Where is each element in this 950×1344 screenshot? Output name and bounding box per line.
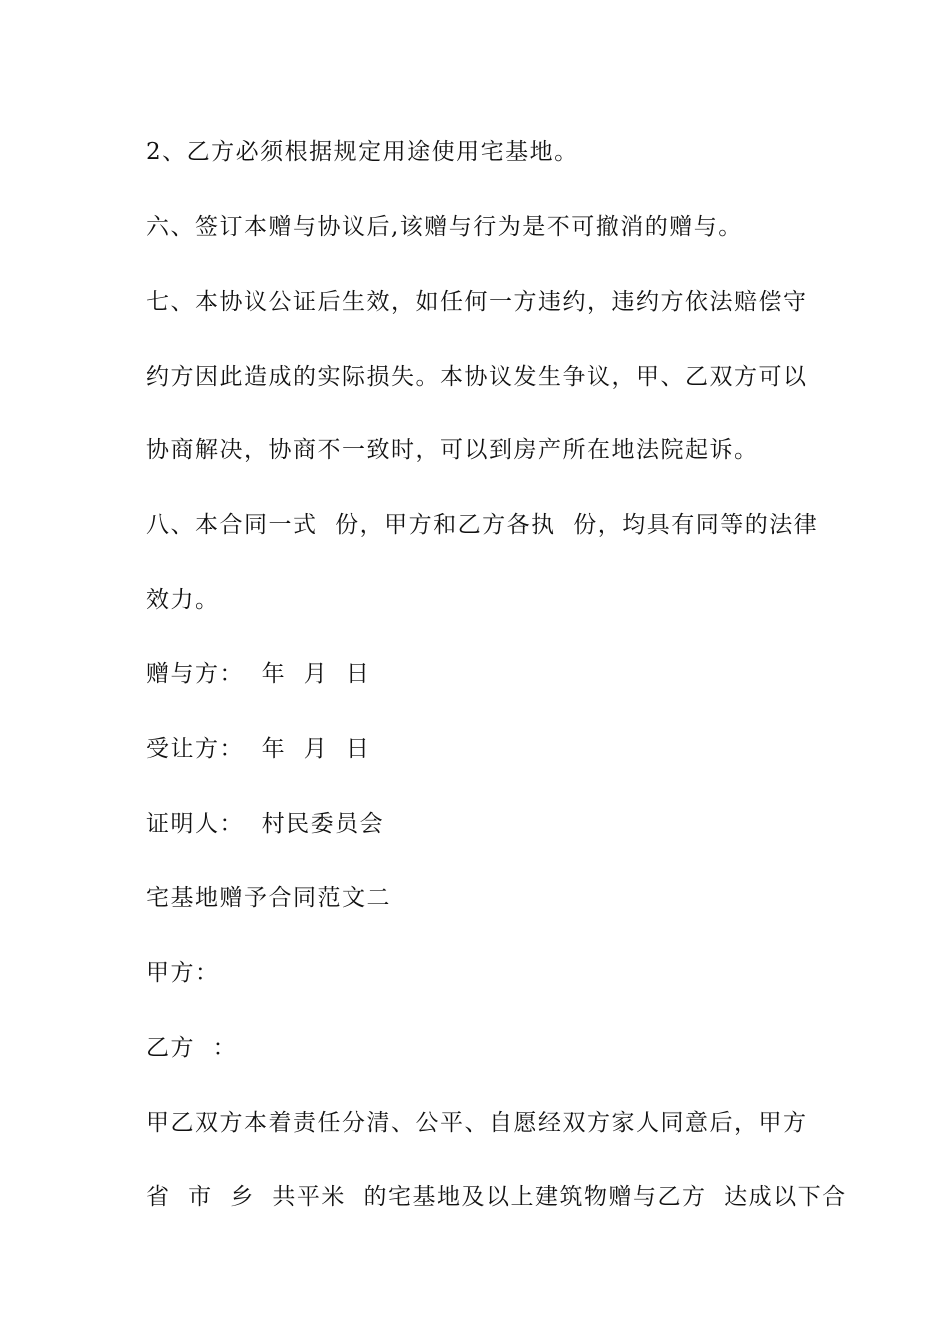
text-line: 甲方： bbox=[146, 960, 220, 986]
section-heading: 宅基地赠予合同范文二 bbox=[146, 885, 391, 911]
text-line: 六、签订本赠与协议后,该赠与行为是不可撤消的赠与。 bbox=[146, 214, 743, 240]
text-line: 效力。 bbox=[146, 587, 220, 613]
text-line: 证明人： 村民委员会 bbox=[146, 811, 385, 837]
text-line: 约方因此造成的实际损失。本协议发生争议，甲、乙双方可以 bbox=[146, 364, 808, 390]
text-line: 协商解决，协商不一致时，可以到房产所在地法院起诉。 bbox=[146, 437, 759, 463]
text-line: 省 市 乡 共平米 的宅基地及以上建筑物赠与乙方 达成以下合 bbox=[146, 1184, 847, 1210]
text-line: 乙方 ： bbox=[146, 1035, 238, 1061]
text-line: 受让方： 年 月 日 bbox=[146, 736, 371, 762]
text-line: 甲乙双方本着责任分清、公平、自愿经双方家人同意后，甲方 bbox=[146, 1110, 808, 1136]
text-line: 八、本合同一式 份，甲方和乙方各执 份，均具有同等的法律 bbox=[146, 512, 819, 538]
text-line: 赠与方： 年 月 日 bbox=[146, 661, 371, 687]
text-line: 七、本协议公证后生效，如任何一方违约，违约方依法赔偿守 bbox=[146, 289, 808, 315]
text-line: 2、乙方必须根据规定用途使用宅基地。 bbox=[146, 139, 579, 165]
